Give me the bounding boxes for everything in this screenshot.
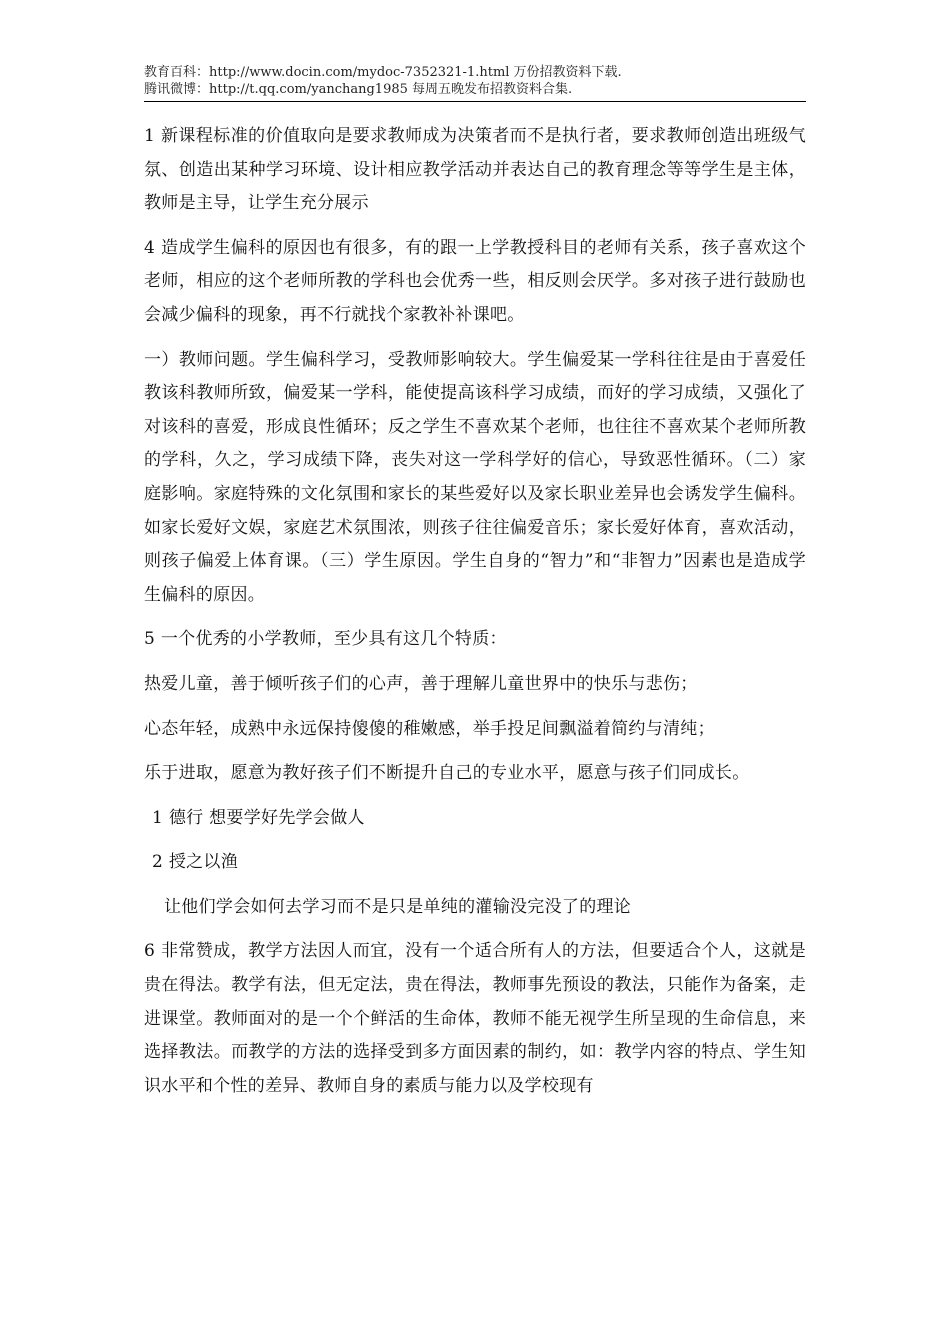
document-body (144, 120, 806, 1114)
page-header (144, 64, 806, 98)
paragraph-5: 5 一个优秀的小学教师，至少具有这几个特质： (144, 629, 507, 650)
header-docin-line: 教育百科：http://www.docin.com/mydoc-7352321-1.html 万份招教资料下载. (144, 65, 622, 80)
header-weibo-line: 腾讯微博：http://t.qq.com/yanchang1985 每周五晚发布招教资料合集. (144, 82, 573, 97)
paragraph-4: 4 造成学生偏科的原因也有很多，有的跟一上学教授科目的老师有关系，孩子喜欢这个老师，相应的这个老师所教的学科也会优秀一些，相反则会厌学。多对孩子进行鼓励也会减少偏科的现象，再不行就找个家教补补课吧。 (144, 237, 806, 325)
trait-progress: 乐于进取，愿意为教好孩子们不断提升自己的专业水平，愿意与孩子们同成长。 (144, 763, 750, 784)
trait-young-mind: 心态年轻，成熟中永远保持傻傻的稚嫩感，举手投足间飘溢着简约与清纯； (144, 718, 715, 739)
point-teach-fishing: 2 授之以渔 (152, 852, 239, 873)
paragraph-reasons: 一）教师问题。学生偏科学习，受教师影响较大。学生偏爱某一学科往往是由于喜爱任教该科教师所致，偏爱某一学科，能使提高该科学习成绩，而好的学习成绩，又强化了对该科的喜爱，形成良性循环；反之学生不喜欢某个老师，也往往不喜欢某个老师所教的学科，久之，学习成绩下降，丧失对这一学科学好的信心，导致恶性循环。（二）家庭影响。家庭特殊的文化氛围和家长的某些爱好以及家长职业差异也会诱发学生偏科。如家长爱好文娱，家庭艺术氛围浓，则孩子往往偏爱音乐；家长爱好体育，喜欢活动，则孩子偏爱上体育课。（三）学生原因。学生自身的“智力”和“非智力”因素也是造成学生偏科的原因。 (144, 349, 806, 605)
point-learn-how: 让他们学会如何去学习而不是只是单纯的灌输没完没了的理论 (164, 896, 632, 917)
header-divider (144, 101, 806, 102)
paragraph-6: 6 非常赞成，教学方法因人而宜，没有一个适合所有人的方法，但要适合个人，这就是贵在得法。教学有法，但无定法，贵在得法，教师事先预设的教法，只能作为备案，走进课堂。教师面对的是一个个鲜活的生命体，教师不能无视学生所呈现的生命信息，来选择教法。而教学的方法的选择受到多方面因素的制约，如：教学内容的特点、学生知识水平和个性的差异、教师自身的素质与能力以及学校现有 (144, 941, 806, 1096)
paragraph-1: 1 新课程标准的价值取向是要求教师成为决策者而不是执行者，要求教师创造出班级气氛、创造出某种学习环境、设计相应教学活动并表达自己的教育理念等等学生是主体，教师是主导，让学生充分展示 (144, 126, 806, 214)
point-virtue: 1 德行 想要学好先学会做人 (152, 807, 365, 828)
trait-love-children: 热爱儿童，善于倾听孩子们的心声，善于理解儿童世界中的快乐与悲伤； (144, 673, 698, 694)
